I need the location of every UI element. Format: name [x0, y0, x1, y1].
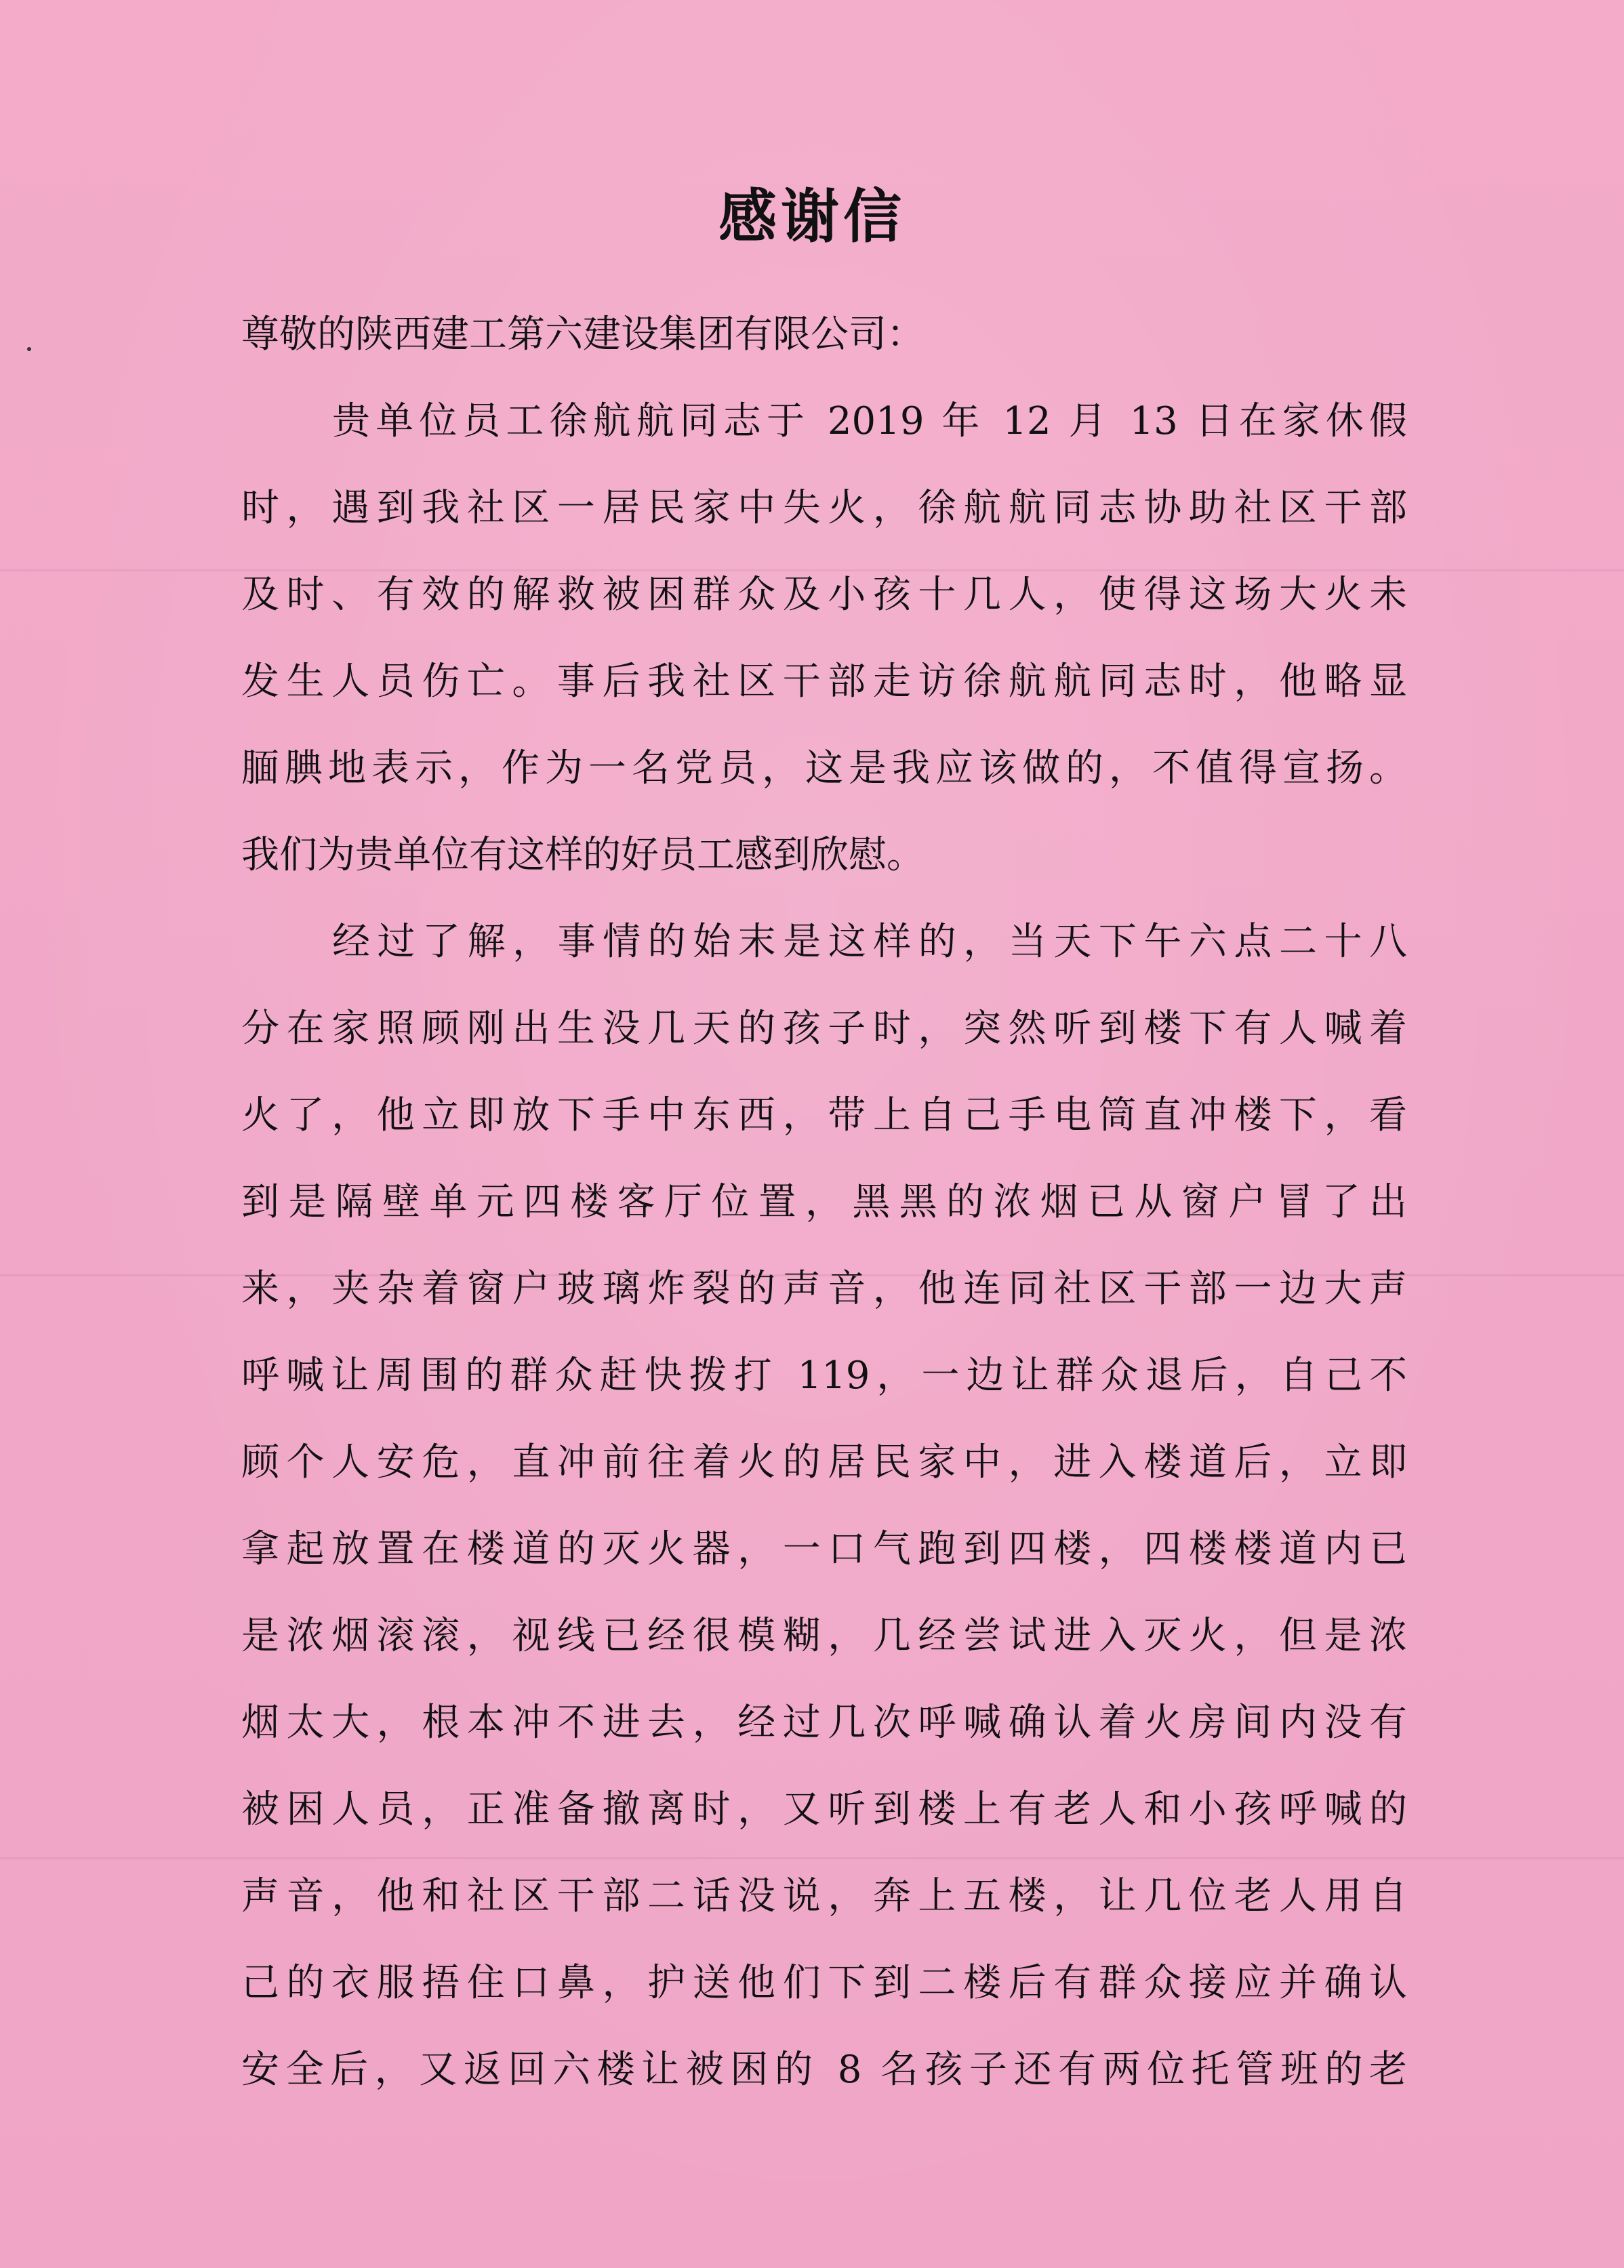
body-line: 顾个人安危，直冲前往着火的居民家中，进入楼道后，立即 [241, 1440, 1407, 1484]
body-line: 腼腆地表示，作为一名党员，这是我应该做的，不值得宣扬。 [241, 746, 1407, 790]
body-line: 来，夹杂着窗户玻璃炸裂的声音，他连同社区干部一边大声 [241, 1267, 1407, 1311]
body-line: 时，遇到我社区一居民家中失火，徐航航同志协助社区干部 [241, 486, 1407, 530]
body-line: 拿起放置在楼道的灭火器，一口气跑到四楼，四楼楼道内已 [241, 1527, 1407, 1571]
letter-body [241, 291, 1407, 2113]
body-line: 安全后，又返回六楼让被困的 8 名孩子还有两位托管班的老 [241, 2048, 1407, 2092]
body-line: 火了，他立即放下手中东西，带上自己手电筒直冲楼下，看 [241, 1093, 1407, 1137]
ink-speck [27, 347, 31, 351]
letter-greeting: 尊敬的陕西建工第六建设集团有限公司： [241, 312, 925, 357]
body-line: 呼喊让周围的群众赶快拨打 119，一边让群众退后，自己不 [241, 1354, 1407, 1398]
body-line: 己的衣服捂住口鼻，护送他们下到二楼后有群众接应并确认 [241, 1961, 1407, 2005]
body-line: 被困人员，正准备撤离时，又听到楼上有老人和小孩呼喊的 [241, 1787, 1407, 1831]
body-line: 我们为贵单位有这样的好员工感到欣慰。 [241, 833, 925, 877]
body-line: 烟太大，根本冲不进去，经过几次呼喊确认着火房间内没有 [241, 1701, 1407, 1745]
body-line: 到是隔壁单元四楼客厅位置，黑黑的浓烟已从窗户冒了出 [241, 1180, 1407, 1224]
letter-title: 感谢信 [718, 183, 906, 251]
body-line: 声音，他和社区干部二话没说，奔上五楼，让几位老人用自 [241, 1874, 1407, 1918]
body-line: 分在家照顾刚出生没几天的孩子时，突然听到楼下有人喊着 [241, 1007, 1407, 1051]
body-line: 经过了解，事情的始末是这样的，当天下午六点二十八 [332, 920, 1407, 964]
body-line: 贵单位员工徐航航同志于 2019 年 12 月 13 日在家休假 [332, 399, 1407, 443]
body-line: 发生人员伤亡。事后我社区干部走访徐航航同志时，他略显 [241, 660, 1407, 704]
body-line: 及时、有效的解救被困群众及小孩十几人，使得这场大火未 [241, 573, 1407, 617]
body-line: 是浓烟滚滚，视线已经很模糊，几经尝试进入灭火，但是浓 [241, 1614, 1407, 1658]
